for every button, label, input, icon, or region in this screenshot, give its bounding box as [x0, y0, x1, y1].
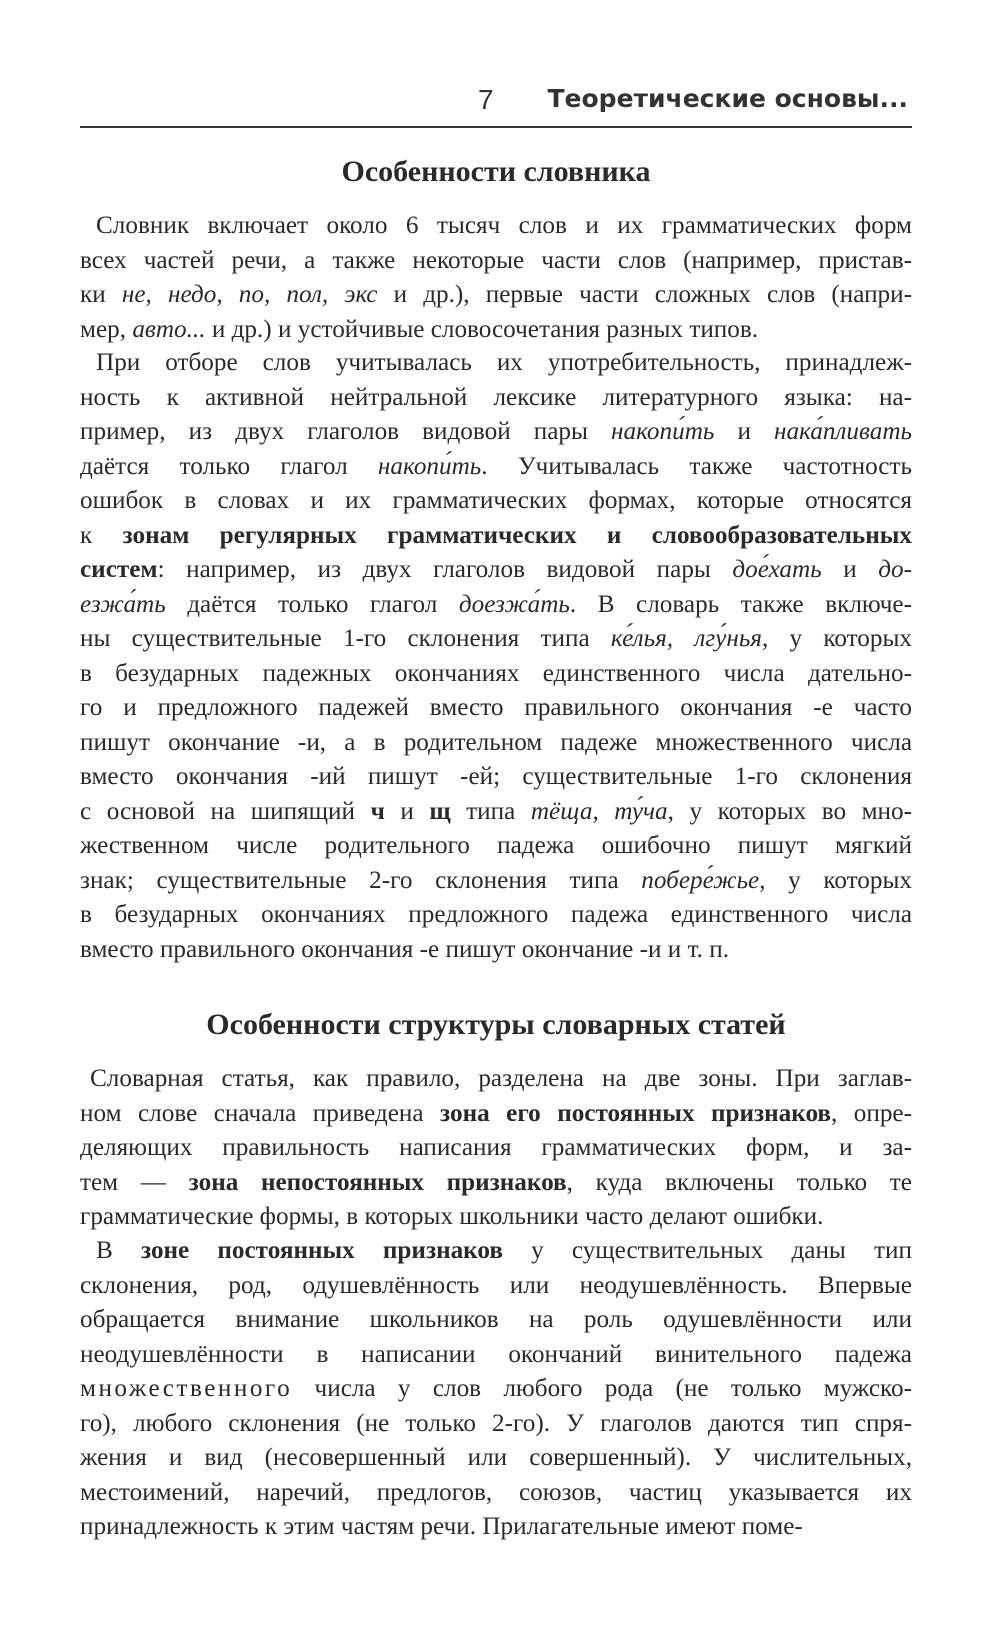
- text-run: типа: [450, 797, 531, 825]
- text-line: [80, 1269, 912, 1304]
- text-run: , куда включены только те: [566, 1168, 912, 1196]
- text-run: ки: [80, 281, 122, 308]
- text-run: местоимений, наречий, предлогов, союзов, частиц указывается их: [80, 1478, 912, 1506]
- italic-term: накопи́ть: [377, 452, 482, 480]
- text-line: [80, 726, 912, 761]
- text-line: [80, 1200, 912, 1235]
- text-run: даётся только глагол: [165, 590, 459, 618]
- text-line: [80, 450, 912, 485]
- text-run: жения и вид (несовершенный или совершенный). У числительных,: [80, 1444, 912, 1471]
- text-line: [80, 1510, 912, 1545]
- text-run: ность к активной нейтральной лексике литературного языка: на-: [80, 383, 912, 411]
- text-run: При отборе слов учитывалась их употребительность, принадлеж-: [96, 349, 912, 376]
- text-run: в безударных падежных окончаниях единственного числа дательно-: [80, 659, 912, 687]
- text-run: грамматические формы, в которых школьники часто делают ошибки.: [80, 1203, 824, 1230]
- page-number: 7: [478, 84, 494, 115]
- text-run: числа у слов любого рода (не только мужско-: [292, 1375, 912, 1402]
- bold-term: зонам регулярных грамматических и словообразовательных: [122, 521, 912, 549]
- running-header: [80, 78, 912, 128]
- text-run: . В словарь также включе-: [569, 590, 912, 618]
- text-line: [80, 622, 912, 657]
- text-run: и: [384, 797, 430, 825]
- text-line: [80, 1441, 912, 1476]
- bold-term: зона его постоянных признаков: [440, 1099, 832, 1127]
- italic-term: авто...: [132, 315, 206, 343]
- text-line: [80, 278, 912, 313]
- text-run: ны существительные 1-го склонения типа: [80, 625, 611, 652]
- text-line: [80, 898, 912, 933]
- text-run: го и предложного падежей вместо правильного окончания -е часто: [80, 694, 912, 721]
- text-line: [80, 829, 912, 864]
- text-run: с основой на шипящий: [80, 797, 371, 825]
- text-line: [80, 1097, 912, 1132]
- text-line: [80, 313, 912, 348]
- text-run: и: [821, 556, 879, 583]
- paragraph: [80, 346, 912, 967]
- text-run: деляющих правильность написания грамматических форм, и за-: [80, 1134, 912, 1161]
- text-line: [80, 1234, 912, 1269]
- text-run: вместо правильного окончания -е пишут окончание -и и т. п.: [80, 935, 730, 963]
- text-line: [80, 691, 912, 726]
- text-line: [80, 1372, 912, 1407]
- text-run: в безударных окончаниях предложного падежа единственного числа: [80, 901, 912, 928]
- text-line: [80, 1476, 912, 1511]
- text-line: [80, 1338, 912, 1373]
- section-heading-vocabulary: Особенности словника: [341, 155, 651, 188]
- text-run: вместо окончания -ий пишут -ей; существительные 1-го склонения: [80, 763, 912, 790]
- text-run: множественного: [80, 1375, 293, 1402]
- text-line: [80, 553, 912, 588]
- text-line: [80, 415, 912, 450]
- italic-term: накопи́ть: [611, 418, 715, 445]
- text-run: даётся только глагол: [80, 452, 378, 480]
- text-run: принадлежность к этим частям речи. Прилагательные имеют поме-: [80, 1513, 803, 1540]
- text-line: [80, 795, 912, 830]
- text-run: всех частей речи, а также некоторые части слов (например, пристав-: [80, 246, 912, 274]
- bold-term: ч: [370, 797, 385, 825]
- bold-term: зона непостоянных признаков: [188, 1168, 567, 1196]
- text-line: [80, 381, 912, 416]
- italic-term: не, недо, по, пол, экс: [121, 281, 378, 308]
- paragraph: [80, 1062, 912, 1235]
- text-run: го), любого склонения (не только 2-го). У глаголов даются тип спря-: [80, 1409, 912, 1437]
- text-line: [80, 588, 912, 623]
- text-run: к: [80, 521, 123, 549]
- bold-term: щ: [429, 797, 451, 825]
- running-title: Теоретические основы...: [547, 84, 908, 113]
- bold-term: зоне постоянных признаков: [140, 1237, 503, 1264]
- text-line: [80, 244, 912, 279]
- paragraph: [80, 1234, 912, 1545]
- text-run: склонения, род, одушевлённость или неодушевлённость. Впервые: [80, 1271, 912, 1299]
- text-run: В: [96, 1237, 141, 1264]
- text-run: неодушевлённости в написании окончаний винительного падежа: [80, 1340, 912, 1368]
- text-run: . Учитывалась также частотность: [481, 452, 912, 480]
- italic-term: доезжа́ть: [458, 590, 570, 618]
- text-line: [80, 1166, 912, 1201]
- text-line: [80, 864, 912, 899]
- text-line: [80, 1407, 912, 1442]
- text-run: ошибок в словах и их грамматических формах, которые относятся: [80, 487, 912, 514]
- text-run: жественном числе родительного падежа ошибочно пишут мягкий: [80, 832, 912, 859]
- text-run: ном слове сначала приведена: [80, 1099, 441, 1127]
- italic-term: побере́жье: [641, 866, 760, 894]
- text-run: и др.) и устойчивые словосочетания разных типов.: [205, 315, 759, 343]
- text-run: , у которых: [759, 866, 912, 894]
- text-line: [80, 1131, 912, 1166]
- italic-term: ке́лья, лгу́нья: [610, 625, 762, 652]
- text-run: пример, из двух глаголов видовой пары: [80, 418, 612, 445]
- text-run: Словник включает около 6 тысяч слов и их грамматических форм: [96, 212, 912, 239]
- paragraph: [80, 209, 912, 347]
- text-line: [80, 484, 912, 519]
- section-heading-structure: Особенности структуры словарных статей: [206, 1008, 786, 1041]
- text-line: [80, 1062, 912, 1097]
- text-line: [80, 346, 912, 381]
- text-run: Словарная статья, как правило, разделена на две зоны. При заглав-: [90, 1065, 912, 1092]
- text-line: [80, 209, 912, 244]
- text-run: , у которых: [762, 625, 913, 652]
- text-line: [80, 933, 912, 968]
- text-run: : например, из двух глаголов видовой пары: [157, 556, 733, 583]
- bold-term: систем: [80, 556, 158, 583]
- text-run: и: [714, 418, 774, 445]
- text-line: [80, 760, 912, 795]
- text-line: [80, 519, 912, 554]
- italic-term: езжа́ть: [80, 590, 166, 618]
- italic-term: тёща, ту́ча: [530, 797, 668, 825]
- text-line: [80, 657, 912, 692]
- italic-term: дое́хать: [732, 556, 822, 583]
- text-run: тем —: [80, 1168, 189, 1196]
- text-run: обращается внимание школьников на роль одушевлённости или: [80, 1306, 912, 1333]
- text-run: знак; существительные 2-го склонения типа: [80, 866, 642, 894]
- text-run: , у которых во мно-: [667, 797, 912, 825]
- italic-term: до-: [878, 556, 912, 583]
- italic-term: нака́пливать: [774, 418, 913, 445]
- text-run: у существительных даны тип: [502, 1237, 912, 1264]
- text-run: , опре-: [831, 1099, 912, 1127]
- text-run: мер,: [80, 315, 133, 343]
- text-run: пишут окончание -и, а в родительном падеже множественного числа: [80, 728, 912, 756]
- text-run: и др.), первые части сложных слов (напри-: [377, 281, 913, 308]
- text-line: [80, 1303, 912, 1338]
